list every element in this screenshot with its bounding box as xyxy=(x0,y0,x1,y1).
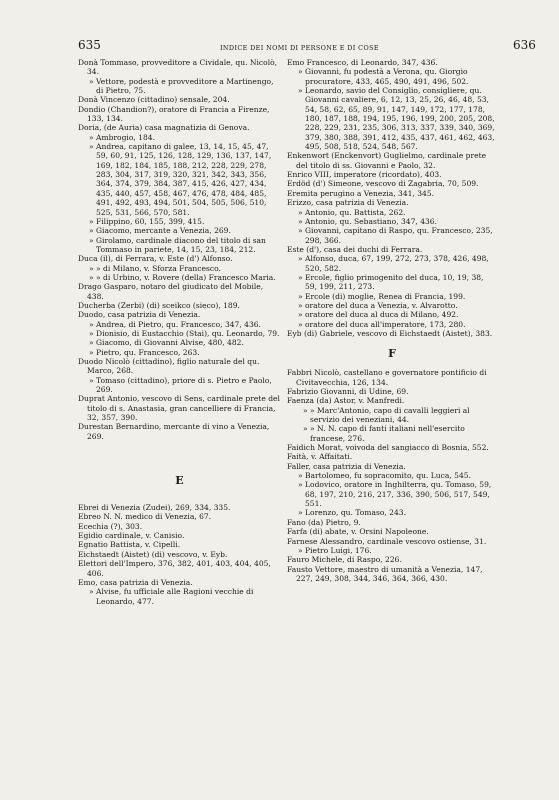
index-entry: Faenza (da) Astor, v. Manfredi. xyxy=(287,396,405,406)
index-entry: Ebrei di Venezia (Zudei), 269, 334, 335. xyxy=(78,503,231,513)
index-subentry: » oratore del duca al duca di Milano, 492. xyxy=(298,310,459,320)
running-head: INDICE DEI NOMI DI PERSONE E DI COSE xyxy=(220,44,379,52)
index-subentry: » » di Milano, v. Sforza Francesco. xyxy=(89,263,221,273)
index-entry: Duodo, casa patrizia di Venezia. xyxy=(78,310,201,320)
index-entry: Egnatio Battista, v. Cipelli. xyxy=(78,540,181,550)
index-subentry: » Ambrogio, 184. xyxy=(89,132,155,142)
index-subentry: » Andrea, capitano di galee, 13, 14, 15, 45, 47, 59, 60, 91, 125, 126, 128, 129, 136, 137, 147, 169, 182, 184, 185, 188, 212, 228, 229, 278, 283, 304, 317, 319, 320, 321, 342, 343, 356, 364, 374, 379, 384, 387, 415, 426, 427, 434, 435, 440, 457, 458, 467, 476, 478, 484, 485, 491, 492, 493, 494, 501, 504, 505, 506, 510, 525, 531, 566, 570, 581. xyxy=(89,142,272,217)
index-entry: Eyb (di) Gabriele, vescovo di Eichstaedt (Aistet), 383. xyxy=(287,328,493,338)
index-subentry: » Girolamo, cardinale diacono del titolo di san Tommaso in pariete, 14, 15, 23, 184, 212. xyxy=(89,235,266,254)
index-entry: Fabbri Nicolò, castellano e governatore pontificio di Civitavecchia, 126, 134. xyxy=(287,368,487,387)
index-entry: Egidio cardinale, v. Canisio. xyxy=(78,531,185,541)
index-subentry: » » Marc'Antonio, capo di cavalli leggieri al servizio dei veneziani, 44. xyxy=(303,405,470,425)
index-subentry: » oratore del duca all'imperatore, 173, 280. xyxy=(298,319,466,329)
index-entry: Ducherba (Zerbi) (di) sceikco (sieco), 189. xyxy=(78,300,240,310)
section-letter: E xyxy=(175,474,184,488)
index-subentry: » Giacomo, mercante a Venezia, 269. xyxy=(89,226,231,236)
index-entry: Erizzo, casa patrizia di Venezia. xyxy=(287,198,409,208)
index-entry: Este (d'), casa dei duchi di Ferrara. xyxy=(287,244,423,254)
index-entry: Eremita perugino a Venezia, 341, 345. xyxy=(287,188,435,198)
index-entry: Duprat Antonio, vescovo di Sens, cardinale prete del titolo di s. Anastasia, gran cancelliere di Francia, 32, 357, 390. xyxy=(78,394,280,423)
index-subentry: » Giovanni, capitano di Raspo, qu. Francesco, 235, 298, 366. xyxy=(298,226,493,245)
page-number-right: 636 xyxy=(513,38,536,52)
index-subentry: » Pietro, qu. Francesco, 263. xyxy=(89,347,200,357)
index-entry: Ecechia (?), 303. xyxy=(78,521,143,531)
page-number-left: 635 xyxy=(78,38,101,52)
index-subentry: » Alfonso, duca, 67, 199, 272, 273, 378, 426, 498, 520, 582. xyxy=(298,254,489,273)
index-entry: Drago Gasparo, notaro del giudicato del Mobile, 438. xyxy=(78,282,264,301)
index-entry: Fauro Michele, di Raspo, 226. xyxy=(287,555,402,565)
index-subentry: » Bartolomeo, fu sopracomito, qu. Luca, 545. xyxy=(298,471,471,481)
index-entry: Faità, v. Affaitati. xyxy=(287,452,353,462)
index-subentry: » Lorenzo, qu. Tomaso, 243. xyxy=(298,508,406,518)
index-entry: Farnese Alessandro, cardinale vescovo ostiense, 31. xyxy=(287,536,487,546)
index-subentry: » Andrea, di Pietro, qu. Francesco, 347, 436. xyxy=(89,319,261,329)
index-entry: Fabrizio Giovanni, di Udine, 69. xyxy=(287,387,409,396)
index-entry: Fano (da) Pietro, 9. xyxy=(287,517,361,527)
index-entry: Enrico VIII, imperatore (ricordato), 403. xyxy=(287,170,442,180)
index-subentry: » Giacomo, di Giovanni Alvise, 480, 482. xyxy=(89,338,244,348)
index-entry: Donà Tommaso, provveditore a Cividale, qu. Nicolò, 34. xyxy=(78,58,278,77)
index-entry: Emo Francesco, di Leonardo, 347, 436. xyxy=(287,58,438,67)
section-letter: F xyxy=(388,347,396,361)
index-subentry: » Filippino, 60, 155, 399, 415. xyxy=(89,216,205,226)
index-subentry: » Pietro Luigi, 176. xyxy=(298,545,372,555)
index-subentry: » oratore del duca a Venezia, v. Alvarotto. xyxy=(298,300,458,310)
index-subentry: » Antonio, qu. Sebastiano, 347, 436. xyxy=(298,216,438,226)
index-entry: Faidich Morat, voivoda del sangiacco di Bosnia, 552. xyxy=(287,443,489,453)
index-entry: Farfa (di) abate, v. Orsini Napoleone. xyxy=(287,527,429,537)
index-entry: Dondio (Chandion?), oratore di Francia a Firenze, 133, 134. xyxy=(78,104,270,124)
index-entry: Enkenwort (Enckenvort) Guglielmo, cardinale prete del titolo di ss. Giovanni e Paolo, 32. xyxy=(287,151,487,170)
index-subentry: » Alvise, fu ufficiale alle Ragioni vecchie di Leonardo, 477. xyxy=(89,587,254,606)
index-column-left xyxy=(78,58,281,606)
index-entry: Durestan Bernardino, mercante di vino a Venezia, 269. xyxy=(78,422,270,441)
index-subentry: » Giovanni, fu podestà a Verona, qu. Giorgio procuratore, 433, 465, 490, 491, 496, 502. xyxy=(298,67,469,86)
index-subentry: » Leonardo, savio del Consiglio, consigliere, qu. Giovanni cavaliere, 6, 12, 13, 25, 26, 46, 48, 53, 54, 58, 62, 65, 89, 91, 147, 149, 172, 177, 178, 180, 187, 188, 194, 195, 196, 199, 200, 205, 208, 228, 229, 231, 235, 306, 313, 337, 339, 340, 369, 379, 380, 388, 391, 412, 435, 437, 461, 462, 463, 495, 508, 518, 524, 548, 567. xyxy=(298,86,495,152)
index-entry: Faller, casa patrizia di Venezia. xyxy=(287,461,406,471)
index-subentry: » Dionisio, di Eustacchio (Stai), qu. Leonardo, 79. xyxy=(89,328,280,338)
index-subentry: » Tomaso (cittadino), priore di s. Pietro e Paolo, 269. xyxy=(89,375,272,395)
index-entry: Eichstaedt (Aistet) (di) vescovo, v. Eyb. xyxy=(78,549,228,559)
index-entry: Duodo Nicolò (cittadino), figlio naturale del qu. Marco, 268. xyxy=(78,357,260,376)
index-entry: Elettori dell'Impero, 376, 382, 401, 403, 404, 405, 406. xyxy=(78,559,271,578)
index-subentry: » » di Urbino, v. Rovere (della) Francesco Maria. xyxy=(89,272,276,282)
index-entry: Ebreo N. N. medico di Venezia, 67. xyxy=(78,512,212,522)
index-entry: Donà Vincenzo (cittadino) sensale, 204. xyxy=(78,95,230,105)
index-column-right xyxy=(287,58,497,583)
index-entry: Doria, (de Auria) casa magnatizia di Genova. xyxy=(78,123,250,133)
index-entry: Emo, casa patrizia di Venezia. xyxy=(78,577,193,587)
index-subentry: » Ercole, figlio primogenito del duca, 10, 19, 38, 59, 199, 211, 273. xyxy=(298,272,484,292)
index-subentry: » Lodovico, oratore in Inghilterra, qu. Tomaso, 59, 68, 197, 210, 216, 217, 336, 390, 506, 517, 549, 551. xyxy=(298,480,492,509)
index-entry: Erdöd (d') Simeone, vescovo di Zagabria, 70, 509. xyxy=(287,179,479,189)
index-subentry: » Antonio, qu. Battista, 262. xyxy=(298,207,406,217)
index-subentry: » Vettore, podestà e provveditore a Martinengo, di Pietro, 75. xyxy=(89,76,274,96)
index-subentry: » Ercole (di) moglie, Renea di Francia, 199. xyxy=(298,291,466,301)
index-entry: Duca (il), di Ferrara, v. Este (d') Alfonso. xyxy=(78,254,233,264)
index-subentry: » » N. N. capo di fanti italiani nell'esercito francese, 276. xyxy=(303,424,465,443)
index-entry: Fausto Vettore, maestro di umanità a Venezia, 147, 227, 249, 308, 344, 346, 364, 366, 430. xyxy=(287,564,483,583)
